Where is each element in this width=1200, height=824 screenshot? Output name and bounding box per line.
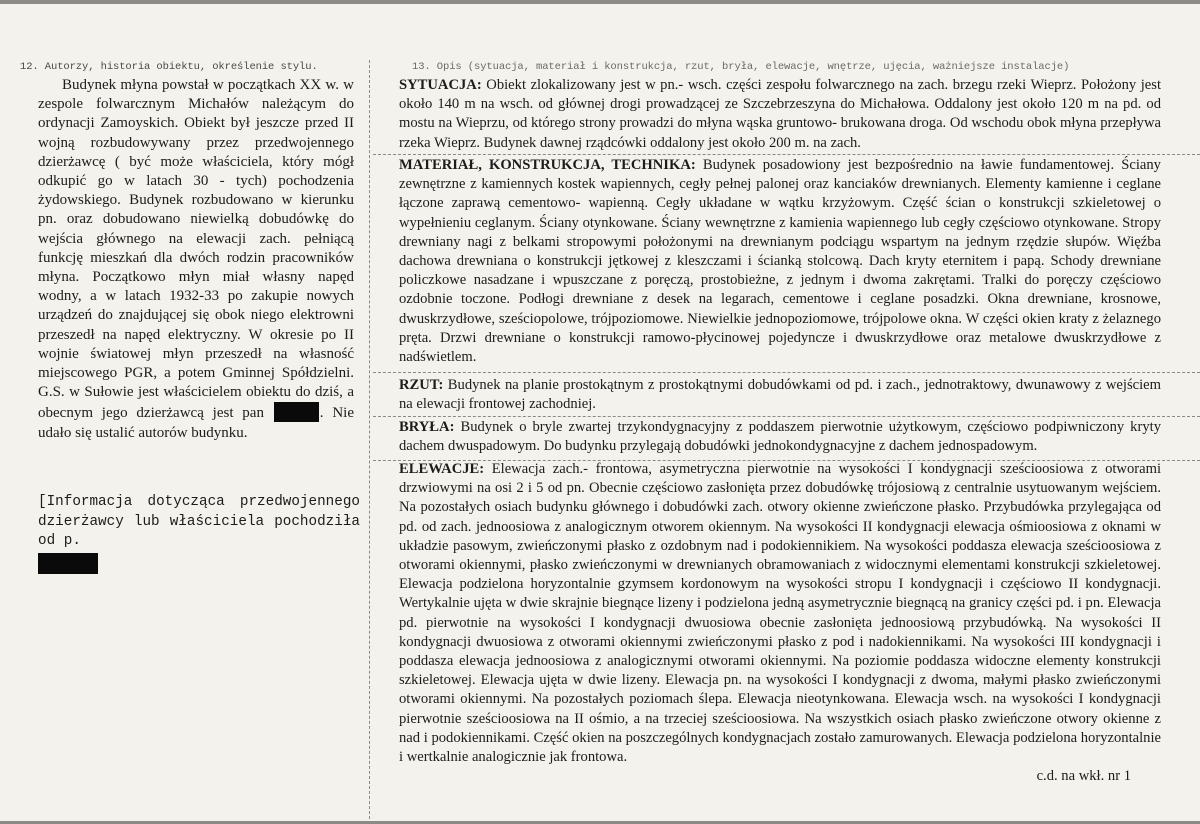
section-rule [373, 416, 1200, 418]
info-note [38, 493, 360, 574]
elewacje-paragraph [399, 460, 1161, 767]
sytuacja-heading: SYTUACJA: [399, 77, 482, 93]
column-divider [369, 60, 371, 824]
right-section-header: 13. Opis (sytuacja, materiał i konstrukcja, rzut, bryła, elewacje, wnętrze, ujęcia, ważniejsze instalacje) [412, 61, 1070, 73]
redacted-source [38, 553, 98, 574]
redacted-name [274, 402, 319, 422]
material-heading: MATERIAŁ, KONSTRUKCJA, TECHNIKA: [399, 157, 696, 173]
section-rule [373, 372, 1200, 374]
continuation-line [399, 767, 1161, 786]
sytuacja-body: Obiekt zlokalizowany jest w pn.- wsch. części zespołu folwarcznego na zach. brzegu rzeki Wieprz. Położony jest około 140 m na wsch. od głównej drogi prowadzącej ze Szczebrzeszyna do Michałowa. Oddalony jest około 120 m na pd. od mostu na Wieprzu, od którego strony prowadzi do młyna wąska gruntowo- brukowana droga. Od wschodu obok młyna przepływa rzeka Wieprz. Budynek dawnej rządcówki oddalony jest około 200 m. na zach. [399, 77, 1161, 151]
section-rule [373, 154, 1200, 156]
description-section [399, 76, 1161, 786]
history-text-part2: . Nie udało się ustalić autorów budynku. [38, 405, 354, 441]
rzut-heading: RZUT: [399, 377, 444, 393]
history-section [38, 76, 354, 443]
bryla-body: Budynek o bryle zwartej trzykondygnacyjny z poddaszem pierwotnie użytkowym, częściowo podpiwniczony kryty dachem dwuspadowym. Do budynku przylegają dobudówki jednokondygnacyjne z dachem jednospadowym. [399, 419, 1161, 455]
bryla-heading: BRYŁA: [399, 419, 455, 435]
elewacje-body: Elewacja zach.- frontowa, asymetryczna pierwotnie na wysokości I kondygnacji sześcioosiowa z otworami drzwiowymi na osi 2 i 5 od pn. Obecnie częściowo zasłonięta przez dobudówkę trójosiową z centralnie usytuowanym wejściem. Na pozostałych osiach budynku głównego i dobudówki zach. otwory okienne zwieńczone płasko. Przybudówka przylegająca od pd. od zach. jednoosiowa z analogicznym otworem okiennym. Na wysokości II kondygnacji elewacja ośmioosiowa z oknami w układzie pasowym, zwieńczonymi płasko z ozdobnym nad i podokiennikiem. Na wysokości poddasza elewacja sześcioosiowa z otworami okiennymi, płasko zwieńczonymi w drewnianych obramowaniach z widocznymi elementami konstrukcji szkieletowej. Elewacja podzielona horyzontalnie gzymsem kordonowym na wysokości stropu I kondygnacji i częściowo II kondygnacji. Wertykalnie ujęta w dwie skrajnie biegnące lizeny i podzielona jedną asymetrycznie biegnącą na granicy części pd. i pn. Elewacja pd. pierwotnie na wysokości I kondygnacji dwuosiowa obecnie zasłonięta jednoosiową przybudówką. Na wysokości II kondygnacji dwuosiowa z otworami okiennymi zwieńczonymi płasko z pod i nadokiennikami. Na wysokości III kondygnacji i poddasza elewacja jednoosiowa z analogicznymi otworami okiennymi. Na poziomie poddasza widoczne elementy konstrukcji szkieletowej. Elewacja ujęta w dwie lizeny. Elewacja pn. na wysokości I kondygnacji z dwoma, małymi płasko zwieńczonymi otworami okiennymi. Na pozostałych poziomach ślepa. Elewacja nieotynkowana. Elewacja wsch. na wysokości I kondygnacji pierwotnie sześcioosiowa na II ośmio, a na trzeciej sześcioosiowa. Na wszystkich osiach płasko zwieńczone otwory okienne z nad i podokiennikami. Część okien na poszczególnych kondygnacjach zostało zamurowanych. Elewacja podzielona horyzontalnie i wertkalnie analogicznie jak frontowa. [399, 461, 1161, 766]
info-note-text: [Informacja dotycząca przedwojennego dzierżawcy lub właściciela pochodziła od p. [38, 494, 360, 549]
sytuacja-paragraph [399, 76, 1161, 156]
left-section-header: 12. Autorzy, historia obiektu, określenie stylu. [20, 61, 318, 73]
rzut-body: Budynek na planie prostokątnym z prostokątnymi dobudówkami od pd. i zach., jednotraktowy, dwunawowy z wejściem na elewacji frontowej zachodniej. [399, 377, 1161, 413]
history-text [38, 76, 354, 443]
bryla-paragraph [399, 418, 1161, 460]
section-rule [373, 460, 1200, 462]
material-body: Budynek posadowiony jest bezpośrednio na ławie fundamentowej. Ściany zewnętrzne z kamiennych kostek wapiennych, cegły pełnej palonej oraz kanciaków drewnianych. Elementy kamienne i ceglane łączone zaprawą cementowo- wapienną. Cegły układane w wątku krzyżowym. Część ścian o konstrukcji szkieletowej o wypełnieniu ceglanym. Ściany otynkowane. Ściany wewnętrzne z kamienia wapiennego lub cegły częściowo otynkowane. Stropy drewniany nagi z belkami stropowymi położonymi na drewnianym podciągu wspartym na jednym rzędzie słupów. Więźba dachowa drewniana o konstrukcji jętkowej z kleszczami i ścianką stolcową. Dach kryty eternitem i papą. Schody drewniane policzkowe nasadzane i wpuszczane z poręczą, prostobieżne, z jednym i dwoma zakrętami. Tralki do poręczy częściowo ozdobnie toczone. Podłogi drewniane z desek na legarach, cementowe i ceglane posadzki. Okna drewniane, krosnowe, dwuskrzydłowe, sześciopolowe, trójpoziomowe. Niewielkie jednopoziomowe, trójpolowe okna. W części okien kraty z żelaznego pręta. Drzwi drewniane o konstrukcji ramowo-płycinowej pojedyncze i dwuskrzydłowe oraz metalowe dwuskrzydłowe z nadświetlem. [399, 157, 1161, 366]
rzut-paragraph [399, 376, 1161, 418]
top-edge [0, 0, 1200, 4]
history-text-part1: Budynek młyna powstał w początkach XX w. w zespole folwarcznym Michałów należącym do ordynacji Zamoyskich. Obiekt był jeszcze przed II wojną rozbudowywany przez przedwojennego dzierżawcę ( być może właściciela, który mógł odkupić go w latach 30 - tych) pochodzenia żydowskiego. Budynek rozbudowano w kierunku pn. oraz dobudowano niewielką dobudówkę do wejścia głównego na elewacji zach. pełniącą funkcję mieszkań dla dwóch rodzin pracowników młyna. Początkowo młyn miał własny napęd wodny, a w latach 1932-33 po zakupie nowych urządzeń do znajdującej się obok niego elektrowni przeszedł na napęd elektryczny. W okresie po II wojnie światowej młyn przeszedł na własność miejscowego PGR, a potem Gminnej Spółdzielni. G.S. w Sułowie jest właścicielem obiektu do dziś, a obecnym jego dzierżawcą jest pan [38, 77, 354, 422]
material-paragraph [399, 156, 1161, 376]
elewacje-heading: ELEWACJE: [399, 461, 485, 477]
continuation-note: c.d. na wkł. nr 1 [1036, 768, 1131, 785]
